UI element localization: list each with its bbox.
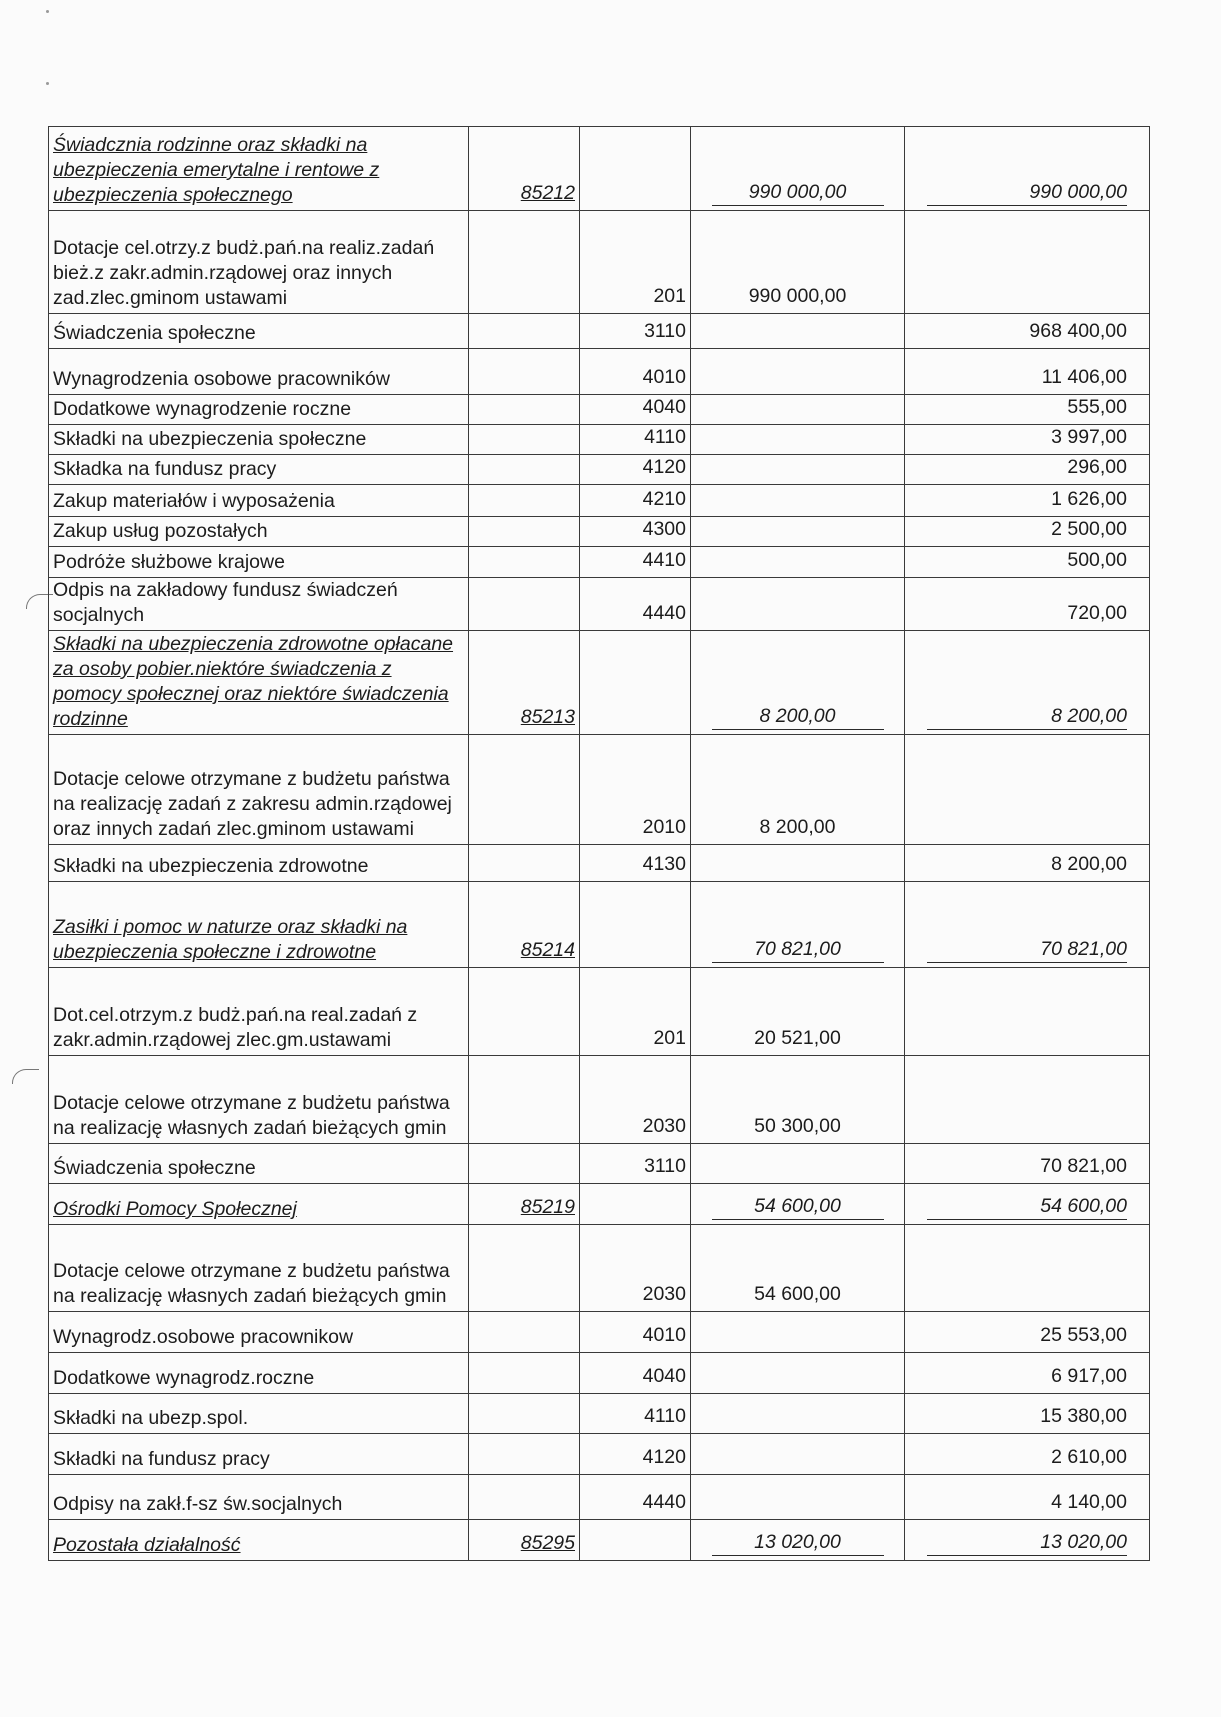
cell-name-text: Dotacje celowe otrzymane z budżetu państwa na realizację zadań z zakresu admin.rządowej oraz innych zadań zlec.gminom ustawami	[53, 768, 452, 840]
section-row	[49, 1184, 1150, 1225]
cell-name	[49, 547, 469, 578]
cell-name	[49, 1312, 469, 1353]
cell-paragraf-text: 4120	[642, 456, 686, 478]
cell-name	[49, 349, 469, 395]
cell-name-text: Świadczenia społeczne	[53, 322, 256, 344]
cell-wydatki-text: 968 400,00	[1029, 320, 1127, 342]
cell-dochody	[691, 485, 905, 517]
cell-name	[49, 314, 469, 349]
cell-name-text: Ośrodki Pomocy Społecznej	[53, 1198, 297, 1220]
cell-wydatki	[905, 1144, 1150, 1184]
cell-paragraf	[580, 1475, 691, 1520]
cell-paragraf	[580, 1353, 691, 1394]
cell-wydatki	[905, 1225, 1150, 1312]
cell-dochody	[691, 968, 905, 1056]
cell-name	[49, 1144, 469, 1184]
cell-name	[49, 455, 469, 485]
cell-name-text: Zakup materiałów i wyposażenia	[53, 490, 335, 512]
cell-dochody	[691, 1353, 905, 1394]
table-row	[49, 1394, 1150, 1434]
cell-name-text: Składka na fundusz pracy	[53, 458, 277, 480]
table-row	[49, 425, 1150, 455]
cell-wydatki-text: 70 821,00	[927, 937, 1127, 963]
cell-name	[49, 1434, 469, 1475]
cell-dzial	[469, 578, 580, 631]
cell-wydatki-text: 3 997,00	[1051, 426, 1127, 448]
cell-paragraf	[580, 578, 691, 631]
cell-wydatki-text: 2 610,00	[1051, 1446, 1127, 1468]
cell-name	[49, 517, 469, 547]
cell-name-text: Składki na ubezpieczenia zdrowotne	[53, 855, 369, 877]
cell-name	[49, 968, 469, 1056]
cell-paragraf	[580, 735, 691, 845]
cell-paragraf	[580, 314, 691, 349]
cell-dzial	[469, 314, 580, 349]
cell-dochody	[691, 1184, 905, 1225]
cell-dzial	[469, 1225, 580, 1312]
cell-name	[49, 1475, 469, 1520]
cell-dochody	[691, 1312, 905, 1353]
table-row	[49, 314, 1150, 349]
cell-name-text: Wynagrodz.osobowe pracownikow	[53, 1326, 354, 1348]
cell-paragraf-text: 4210	[642, 488, 686, 510]
cell-wydatki-text: 13 020,00	[927, 1530, 1127, 1556]
cell-wydatki-text: 6 917,00	[1051, 1365, 1127, 1387]
table-row	[49, 547, 1150, 578]
cell-dzial	[469, 395, 580, 425]
cell-wydatki-text: 11 406,00	[1041, 366, 1127, 388]
cell-name-text: Dodatkowe wynagrodz.roczne	[53, 1367, 315, 1389]
cell-paragraf-text: 4440	[642, 1491, 686, 1513]
cell-dochody	[691, 1434, 905, 1475]
cell-name-text: Składki na ubezpieczenia społeczne	[53, 428, 367, 450]
cell-dochody	[691, 314, 905, 349]
cell-dochody	[691, 1225, 905, 1312]
cell-name	[49, 1353, 469, 1394]
cell-name	[49, 882, 469, 968]
cell-paragraf-text: 2030	[642, 1115, 686, 1137]
cell-dochody	[691, 517, 905, 547]
cell-dzial	[469, 211, 580, 314]
cell-wydatki	[905, 127, 1150, 211]
cell-paragraf	[580, 631, 691, 735]
cell-dzial	[469, 735, 580, 845]
table-row	[49, 485, 1150, 517]
cell-dochody	[691, 1475, 905, 1520]
cell-dochody	[691, 735, 905, 845]
cell-dochody	[691, 547, 905, 578]
cell-wydatki-text: 15 380,00	[1040, 1405, 1127, 1427]
cell-dochody	[691, 1394, 905, 1434]
cell-dzial	[469, 1520, 580, 1561]
cell-paragraf	[580, 1184, 691, 1225]
cell-dzial	[469, 485, 580, 517]
cell-name	[49, 1184, 469, 1225]
table-row	[49, 1312, 1150, 1353]
cell-paragraf	[580, 845, 691, 882]
table-row	[49, 1225, 1150, 1312]
cell-wydatki	[905, 845, 1150, 882]
section-row	[49, 882, 1150, 968]
cell-name-text: Dodatkowe wynagrodzenie roczne	[53, 398, 352, 420]
cell-wydatki	[905, 314, 1150, 349]
cell-wydatki-text: 1 626,00	[1051, 488, 1127, 510]
cell-dzial	[469, 1353, 580, 1394]
cell-name	[49, 127, 469, 211]
cell-name	[49, 578, 469, 631]
cell-paragraf-text: 2010	[642, 816, 686, 838]
cell-paragraf	[580, 517, 691, 547]
cell-wydatki-text: 990 000,00	[927, 180, 1127, 206]
cell-wydatki-text: 4 140,00	[1051, 1491, 1127, 1513]
cell-dochody	[691, 845, 905, 882]
cell-name-text: Dot.cel.otrzym.z budż.pań.na real.zadań z zakr.admin.rządowej zlec.gm.ustawami	[53, 1004, 418, 1051]
cell-paragraf	[580, 1144, 691, 1184]
cell-name-text: Dotacje celowe otrzymane z budżetu państwa na realizację własnych zadań bieżących gmin	[53, 1260, 450, 1307]
cell-paragraf	[580, 547, 691, 578]
cell-wydatki	[905, 1434, 1150, 1475]
cell-paragraf-text: 201	[653, 285, 686, 307]
cell-name-text: Składki na ubezp.spol.	[53, 1407, 249, 1429]
cell-dochody	[691, 1520, 905, 1561]
cell-wydatki-text: 70 821,00	[1040, 1155, 1127, 1177]
cell-dochody	[691, 578, 905, 631]
table-row	[49, 1434, 1150, 1475]
table-row	[49, 968, 1150, 1056]
table-row	[49, 517, 1150, 547]
cell-paragraf-text: 4110	[644, 1405, 686, 1427]
cell-wydatki-text: 8 200,00	[927, 704, 1127, 730]
cell-dochody-text: 54 600,00	[712, 1194, 884, 1220]
cell-dochody-text: 54 600,00	[754, 1283, 841, 1305]
cell-dochody-text: 50 300,00	[754, 1115, 841, 1137]
cell-paragraf-text: 201	[653, 1027, 686, 1049]
cell-wydatki	[905, 882, 1150, 968]
cell-paragraf	[580, 1056, 691, 1144]
cell-name	[49, 631, 469, 735]
cell-dochody-text: 8 200,00	[759, 816, 836, 838]
cell-name	[49, 395, 469, 425]
cell-dochody-text: 13 020,00	[712, 1530, 884, 1556]
cell-dochody	[691, 1144, 905, 1184]
cell-dochody	[691, 127, 905, 211]
cell-dochody-text: 20 521,00	[754, 1027, 841, 1049]
cell-paragraf	[580, 968, 691, 1056]
cell-wydatki	[905, 1394, 1150, 1434]
cell-dzial-text: 85214	[520, 939, 575, 961]
cell-wydatki-text: 555,00	[1067, 396, 1127, 418]
cell-dzial	[469, 882, 580, 968]
cell-name	[49, 845, 469, 882]
cell-name	[49, 1225, 469, 1312]
cell-wydatki	[905, 631, 1150, 735]
cell-paragraf	[580, 395, 691, 425]
cell-dzial	[469, 1312, 580, 1353]
cell-wydatki	[905, 1056, 1150, 1144]
cell-name-text: Odpisy na zakł.f-sz św.socjalnych	[53, 1493, 343, 1515]
cell-wydatki	[905, 395, 1150, 425]
cell-dzial	[469, 1475, 580, 1520]
table-row	[49, 455, 1150, 485]
cell-dochody	[691, 455, 905, 485]
table-row	[49, 1144, 1150, 1184]
cell-dzial-text: 85212	[520, 182, 575, 204]
cell-paragraf	[580, 1394, 691, 1434]
cell-paragraf-text: 4010	[642, 1324, 686, 1346]
cell-wydatki-text: 8 200,00	[1051, 853, 1127, 875]
cell-name	[49, 1056, 469, 1144]
cell-dzial	[469, 1184, 580, 1225]
cell-paragraf	[580, 349, 691, 395]
cell-dochody	[691, 425, 905, 455]
cell-dzial	[469, 1434, 580, 1475]
cell-name	[49, 425, 469, 455]
cell-paragraf-text: 4110	[644, 426, 686, 448]
table-row	[49, 845, 1150, 882]
cell-wydatki	[905, 349, 1150, 395]
cell-dzial	[469, 1394, 580, 1434]
scan-speck	[46, 82, 49, 85]
cell-wydatki	[905, 578, 1150, 631]
cell-paragraf	[580, 485, 691, 517]
cell-wydatki-text: 54 600,00	[927, 1194, 1127, 1220]
cell-name-text: Pozostała działalność	[53, 1534, 241, 1556]
cell-wydatki	[905, 1520, 1150, 1561]
cell-wydatki	[905, 968, 1150, 1056]
cell-name-text: Wynagrodzenia osobowe pracowników	[53, 368, 390, 390]
table-row	[49, 395, 1150, 425]
cell-name-text: Świadczenia społeczne	[53, 1157, 256, 1179]
cell-wydatki-text: 720,00	[1067, 602, 1127, 624]
cell-dzial	[469, 547, 580, 578]
cell-wydatki	[905, 1475, 1150, 1520]
cell-dochody	[691, 349, 905, 395]
cell-wydatki	[905, 455, 1150, 485]
cell-paragraf	[580, 882, 691, 968]
table-row	[49, 1353, 1150, 1394]
cell-wydatki	[905, 735, 1150, 845]
cell-name-text: Składki na ubezpieczenia zdrowotne opłacane za osoby pobier.niektóre świadczenia z pomocy społecznej oraz niektóre świadczenia rodzinne	[53, 633, 454, 730]
cell-paragraf-text: 4410	[642, 549, 686, 571]
cell-paragraf-text: 3110	[644, 320, 686, 342]
cell-dzial	[469, 349, 580, 395]
cell-name	[49, 1394, 469, 1434]
cell-dochody	[691, 395, 905, 425]
cell-name-text: Świadcznia rodzinne oraz składki na ubezpieczenia emerytalne i rentowe z ubezpieczenia społecznego	[53, 134, 380, 206]
cell-wydatki	[905, 547, 1150, 578]
cell-paragraf-text: 4300	[642, 518, 686, 540]
budget-table	[48, 126, 1150, 1561]
table-row	[49, 1056, 1150, 1144]
cell-wydatki	[905, 485, 1150, 517]
cell-dochody-text: 990 000,00	[712, 180, 884, 206]
cell-paragraf-text: 2030	[642, 1283, 686, 1305]
cell-paragraf-text: 4130	[642, 853, 686, 875]
cell-dzial	[469, 127, 580, 211]
cell-wydatki	[905, 1312, 1150, 1353]
budget-table-body	[49, 127, 1150, 1561]
cell-name	[49, 735, 469, 845]
cell-dzial-text: 85219	[520, 1196, 575, 1218]
cell-paragraf	[580, 1520, 691, 1561]
cell-dochody-text: 990 000,00	[748, 285, 847, 307]
cell-dzial	[469, 425, 580, 455]
cell-wydatki-text: 296,00	[1067, 456, 1127, 478]
cell-paragraf	[580, 455, 691, 485]
cell-dochody-text: 8 200,00	[712, 704, 884, 730]
cell-name-text: Odpis na zakładowy fundusz świadczeń socjalnych	[53, 579, 398, 626]
section-row	[49, 631, 1150, 735]
table-row	[49, 735, 1150, 845]
cell-dzial	[469, 455, 580, 485]
cell-dzial	[469, 517, 580, 547]
cell-wydatki-text: 500,00	[1067, 549, 1127, 571]
cell-dochody-text: 70 821,00	[712, 937, 884, 963]
cell-paragraf-text: 4040	[642, 1365, 686, 1387]
cell-paragraf	[580, 1312, 691, 1353]
table-row	[49, 578, 1150, 631]
cell-paragraf	[580, 1225, 691, 1312]
cell-dzial	[469, 968, 580, 1056]
cell-wydatki	[905, 425, 1150, 455]
hole-punch-mark	[12, 1069, 39, 1084]
cell-wydatki-text: 2 500,00	[1051, 518, 1127, 540]
cell-paragraf	[580, 1434, 691, 1475]
cell-name-text: Składki na fundusz pracy	[53, 1448, 270, 1470]
section-row	[49, 127, 1150, 211]
cell-paragraf-text: 4010	[642, 366, 686, 388]
cell-wydatki	[905, 517, 1150, 547]
table-row	[49, 1475, 1150, 1520]
cell-paragraf-text: 4040	[642, 396, 686, 418]
cell-wydatki-text: 25 553,00	[1040, 1324, 1127, 1346]
cell-paragraf	[580, 127, 691, 211]
cell-dochody	[691, 1056, 905, 1144]
cell-name-text: Zasiłki i pomoc w naturze oraz składki na ubezpieczenia społeczne i zdrowotne	[53, 916, 408, 963]
cell-name	[49, 1520, 469, 1561]
table-row	[49, 211, 1150, 314]
section-row	[49, 1520, 1150, 1561]
cell-dochody	[691, 631, 905, 735]
cell-dzial	[469, 1056, 580, 1144]
cell-name-text: Dotacje celowe otrzymane z budżetu państwa na realizację własnych zadań bieżących gmin	[53, 1092, 450, 1139]
cell-name	[49, 211, 469, 314]
cell-name-text: Podróże służbowe krajowe	[53, 551, 285, 573]
cell-wydatki	[905, 1353, 1150, 1394]
cell-paragraf	[580, 425, 691, 455]
cell-name	[49, 485, 469, 517]
scan-speck	[46, 10, 49, 13]
cell-name-text: Dotacje cel.otrzy.z budż.pań.na realiz.zadań bież.z zakr.admin.rządowej oraz innych zad.zlec.gminom ustawami	[53, 237, 435, 309]
cell-wydatki	[905, 211, 1150, 314]
table-row	[49, 349, 1150, 395]
cell-dochody	[691, 211, 905, 314]
cell-dzial	[469, 1144, 580, 1184]
cell-dzial-text: 85295	[520, 1532, 575, 1554]
cell-wydatki	[905, 1184, 1150, 1225]
cell-dzial	[469, 631, 580, 735]
cell-paragraf-text: 4120	[642, 1446, 686, 1468]
cell-paragraf-text: 4440	[642, 602, 686, 624]
cell-dzial	[469, 845, 580, 882]
cell-paragraf-text: 3110	[644, 1155, 686, 1177]
cell-name-text: Zakup usług pozostałych	[53, 520, 268, 542]
cell-dzial-text: 85213	[520, 706, 575, 728]
cell-dochody	[691, 882, 905, 968]
cell-paragraf	[580, 211, 691, 314]
